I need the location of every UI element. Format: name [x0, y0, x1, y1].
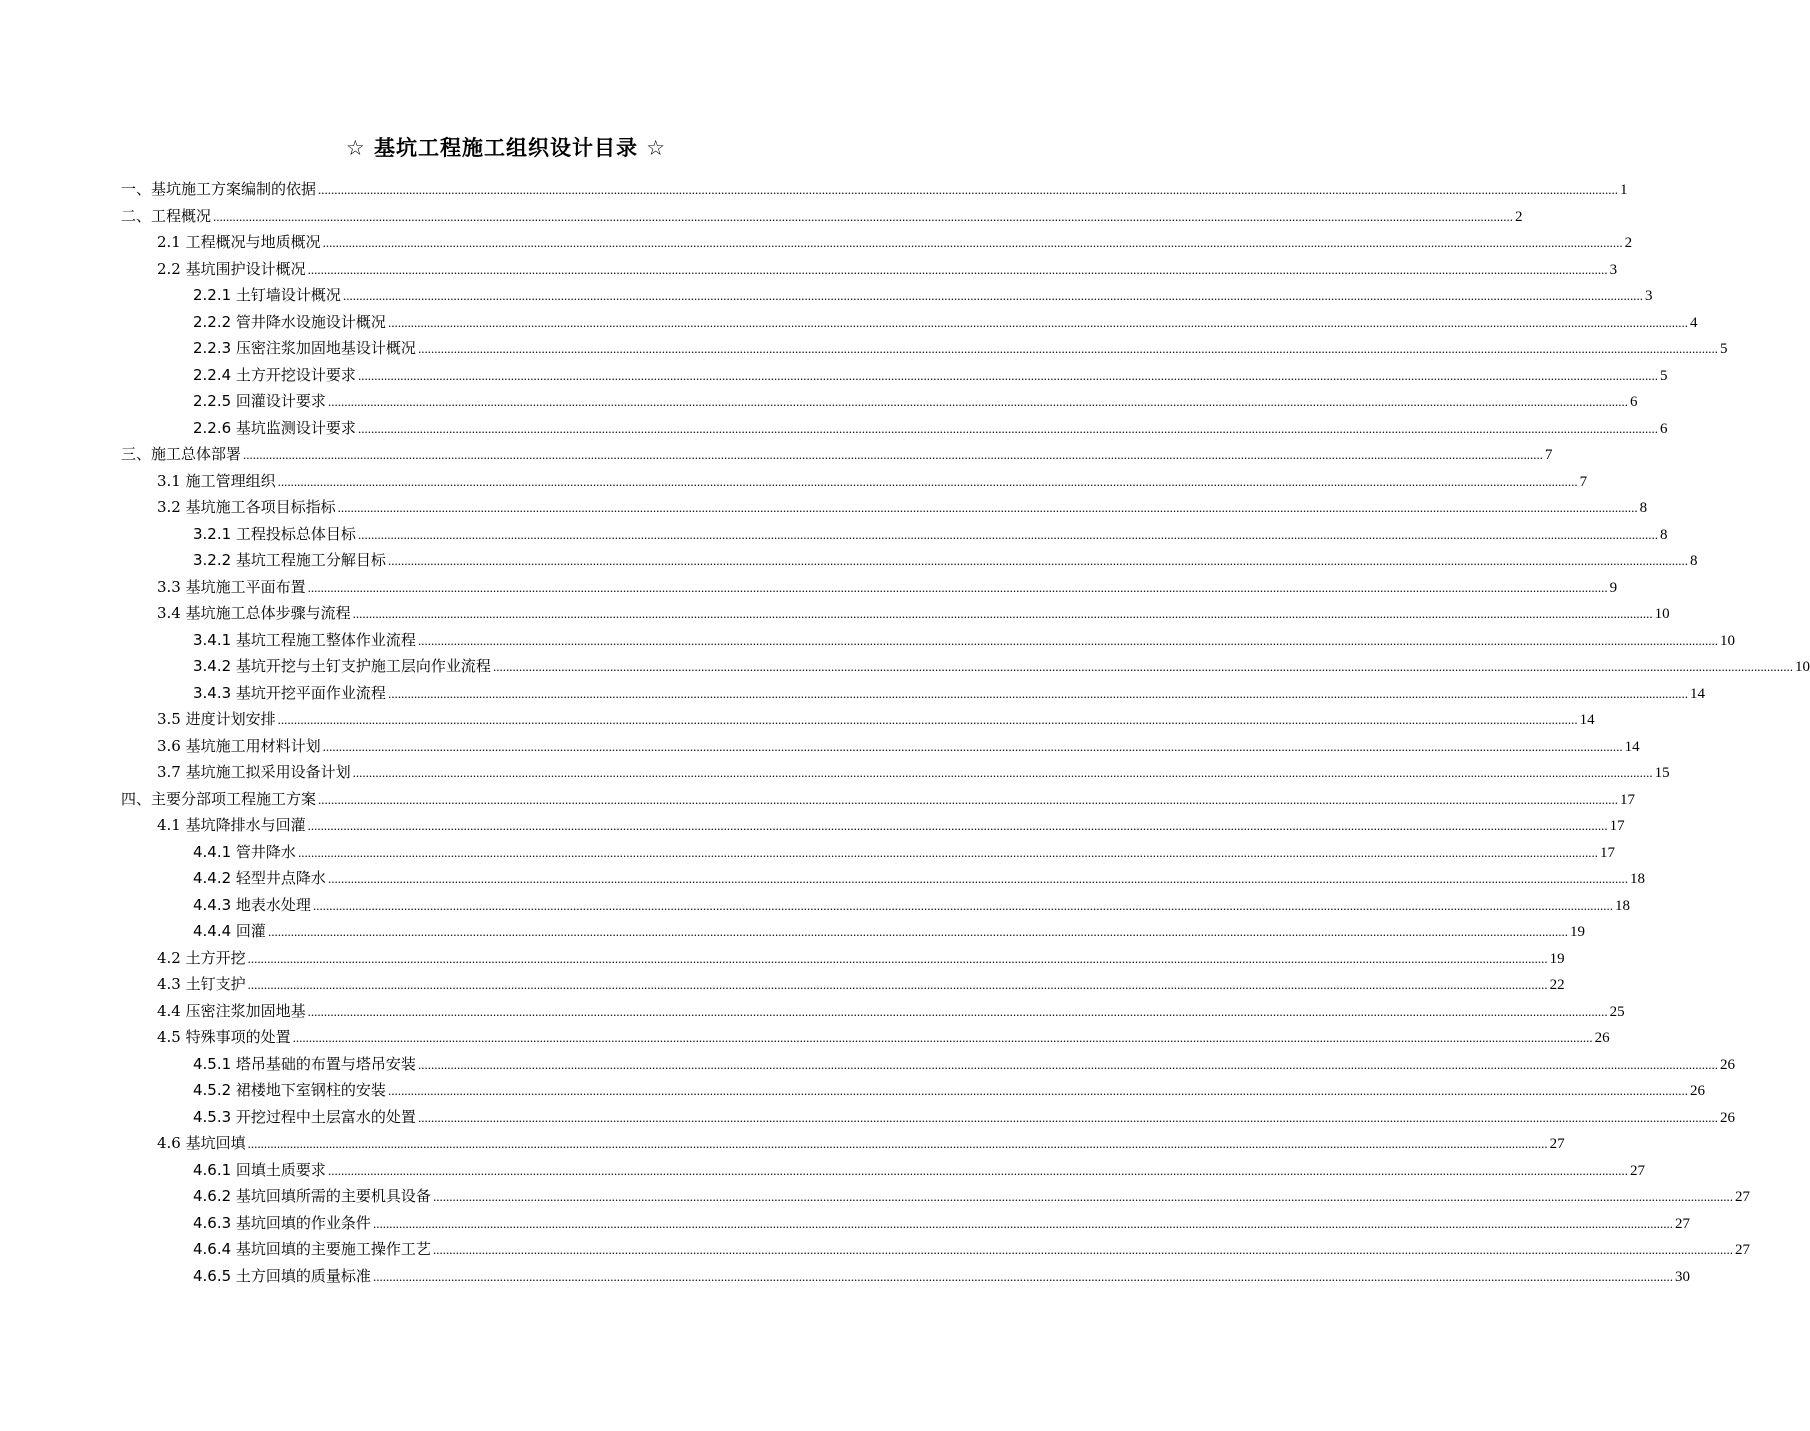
toc-leader-dots: ................................................................................................................................................................................................................................................................................................................................................................................................................	[492, 659, 1793, 674]
toc-entry[interactable]	[157, 494, 1648, 520]
toc-page-number: 27	[1549, 1136, 1565, 1152]
toc-leader-dots: ................................................................................................................................................................................................................................................................................................................................................................................................................	[432, 1242, 1733, 1257]
toc-entry-label: 3.1 施工管理组织	[157, 471, 276, 490]
toc-entry-label: 4.6.2 基坑回填所需的主要机具设备	[193, 1187, 431, 1205]
toc-entry-label: 3.2 基坑施工各项目标指标	[157, 498, 336, 516]
toc-entry-label: 3.6 基坑施工用材料计划	[157, 736, 321, 755]
toc-leader-dots: ................................................................................................................................................................................................................................................................................................................................................................................................................	[277, 473, 1578, 489]
toc-entry[interactable]	[193, 1236, 1750, 1262]
toc-entry[interactable]	[157, 971, 1565, 997]
toc-leader-dots: ................................................................................................................................................................................................................................................................................................................................................................................................................	[307, 818, 1608, 833]
toc-leader-dots: ................................................................................................................................................................................................................................................................................................................................................................................................................	[352, 606, 1653, 621]
toc-page-number: 1	[1620, 182, 1628, 198]
toc-page-number: 27	[1734, 1189, 1750, 1205]
toc-entry-label: 4.4 压密注浆加固地基	[157, 1001, 306, 1020]
toc-entry[interactable]	[193, 1210, 1690, 1236]
toc-leader-dots: ................................................................................................................................................................................................................................................................................................................................................................................................................	[213, 208, 1514, 224]
toc-page-number: 17	[1620, 791, 1636, 808]
toc-leader-dots: ................................................................................................................................................................................................................................................................................................................................................................................................................	[417, 341, 1718, 356]
toc-leader-dots: ................................................................................................................................................................................................................................................................................................................................................................................................................	[292, 1030, 1593, 1045]
toc-page-number: 26	[1719, 1056, 1735, 1073]
toc-page-number: 18	[1629, 871, 1645, 887]
toc-entry-label: 3.4.2 基坑开挖与土钉支护施工层向作业流程	[193, 657, 491, 675]
toc-page-number: 6	[1629, 394, 1638, 410]
toc-page-number: 19	[1549, 950, 1565, 967]
toc-entry-label: 4.4.4 回灌	[193, 922, 266, 940]
toc-leader-dots: ................................................................................................................................................................................................................................................................................................................................................................................................................	[327, 1162, 1628, 1178]
toc-entry-label: 4.2 土方开挖	[157, 948, 246, 967]
toc-leader-dots: ................................................................................................................................................................................................................................................................................................................................................................................................................	[387, 314, 1688, 330]
toc-entry-label: 3.4 基坑施工总体步骤与流程	[157, 604, 351, 622]
toc-page-number: 18	[1614, 897, 1630, 914]
toc-entry[interactable]	[193, 627, 1735, 653]
toc-page-number: 10	[1719, 632, 1735, 649]
toc-entry[interactable]	[193, 1077, 1705, 1103]
toc-entry-label: 4.4.2 轻型井点降水	[193, 869, 326, 887]
toc-entry-label: 3.4.1 基坑工程施工整体作业流程	[193, 630, 416, 649]
toc-entry[interactable]	[193, 547, 1698, 573]
toc-page-number: 4	[1689, 314, 1698, 331]
toc-entry-label: 3.7 基坑施工拟采用设备计划	[157, 763, 351, 781]
toc-page-number: 8	[1639, 500, 1648, 516]
toc-leader-dots: ................................................................................................................................................................................................................................................................................................................................................................................................................	[357, 420, 1658, 436]
toc-entry[interactable]	[121, 441, 1553, 467]
toc-page-number: 14	[1624, 738, 1640, 755]
toc-entry-label: 二、工程概况	[121, 206, 212, 225]
toc-entry[interactable]	[121, 176, 1628, 202]
toc-entry[interactable]	[157, 574, 1618, 600]
toc-entry-label: 4.1 基坑降排水与回灌	[157, 816, 306, 834]
toc-leader-dots: ................................................................................................................................................................................................................................................................................................................................................................................................................	[417, 1109, 1718, 1125]
toc-entry[interactable]	[157, 256, 1618, 282]
toc-page-number: 5	[1659, 367, 1668, 384]
toc-entry-label: 4.6 基坑回填	[157, 1134, 246, 1152]
toc-leader-dots: ................................................................................................................................................................................................................................................................................................................................................................................................................	[357, 367, 1658, 383]
page-title: ☆ 基坑工程施工组织设计目录 ☆	[345, 136, 667, 160]
toc-leader-dots: ................................................................................................................................................................................................................................................................................................................................................................................................................	[243, 447, 1544, 462]
toc-leader-dots: ................................................................................................................................................................................................................................................................................................................................................................................................................	[357, 526, 1658, 542]
toc-leader-dots: ................................................................................................................................................................................................................................................................................................................................................................................................................	[307, 261, 1608, 277]
toc-entry-label: 3.4.3 基坑开挖平面作业流程	[193, 683, 386, 702]
toc-entry[interactable]	[193, 1104, 1735, 1130]
toc-entry[interactable]	[193, 892, 1630, 918]
toc-page-number: 10	[1794, 659, 1810, 675]
toc-leader-dots: ................................................................................................................................................................................................................................................................................................................................................................................................................	[327, 394, 1628, 409]
toc-entry-label: 2.2.1 土钉墙设计概况	[193, 286, 341, 304]
toc-leader-dots: ................................................................................................................................................................................................................................................................................................................................................................................................................	[247, 950, 1548, 966]
toc-leader-dots: ................................................................................................................................................................................................................................................................................................................................................................................................................	[327, 871, 1628, 886]
toc-leader-dots: ................................................................................................................................................................................................................................................................................................................................................................................................................	[267, 924, 1568, 939]
toc-entry-label: 三、施工总体部署	[121, 445, 242, 463]
toc-page-number: 14	[1689, 685, 1705, 702]
toc-page-number: 17	[1599, 844, 1615, 861]
toc-entry[interactable]	[157, 706, 1595, 732]
toc-page-number: 26	[1689, 1083, 1705, 1099]
toc-entry[interactable]	[193, 362, 1668, 388]
toc-leader-dots: ................................................................................................................................................................................................................................................................................................................................................................................................................	[297, 844, 1598, 860]
toc-entry[interactable]	[193, 865, 1645, 891]
toc-leader-dots: ................................................................................................................................................................................................................................................................................................................................................................................................................	[322, 235, 1623, 250]
toc-page-number: 7	[1545, 447, 1553, 463]
toc-page-number: 2	[1624, 235, 1633, 251]
toc-entry[interactable]	[193, 415, 1668, 441]
toc-leader-dots: ................................................................................................................................................................................................................................................................................................................................................................................................................	[372, 1268, 1673, 1284]
toc-entry-label: 4.5.2 裙楼地下室钢柱的安装	[193, 1081, 386, 1099]
toc-page-number: 17	[1609, 818, 1625, 834]
toc-page-number: 27	[1674, 1215, 1690, 1232]
toc-entry[interactable]	[157, 600, 1670, 626]
toc-entry-label: 4.6.4 基坑回填的主要施工操作工艺	[193, 1240, 431, 1258]
toc-entry[interactable]	[193, 335, 1728, 361]
toc-leader-dots: ................................................................................................................................................................................................................................................................................................................................................................................................................	[247, 1136, 1548, 1151]
toc-entry[interactable]	[193, 653, 1810, 679]
toc-page-number: 8	[1689, 553, 1698, 569]
toc-entry-label: 4.5 特殊事项的处置	[157, 1028, 291, 1046]
toc-leader-dots: ................................................................................................................................................................................................................................................................................................................................................................................................................	[342, 288, 1643, 303]
toc-entry[interactable]	[157, 759, 1670, 785]
toc-page-number: 19	[1569, 924, 1585, 940]
toc-entry[interactable]	[121, 203, 1523, 229]
toc-entry-label: 2.1 工程概况与地质概况	[157, 233, 321, 251]
toc-page-number: 10	[1654, 606, 1670, 622]
toc-entry[interactable]	[157, 945, 1565, 971]
toc-page-number: 6	[1659, 420, 1668, 437]
toc-entry-label: 2.2.6 基坑监测设计要求	[193, 418, 356, 437]
toc-entry-label: 3.5 进度计划安排	[157, 710, 276, 728]
toc-leader-dots: ................................................................................................................................................................................................................................................................................................................................................................................................................	[387, 553, 1688, 568]
toc-page-number: 26	[1719, 1109, 1735, 1126]
toc-entry[interactable]	[193, 680, 1705, 706]
toc-page-number: 27	[1734, 1242, 1750, 1258]
toc-entry-label: 4.5.1 塔吊基础的布置与塔吊安装	[193, 1054, 416, 1073]
toc-leader-dots: ................................................................................................................................................................................................................................................................................................................................................................................................................	[372, 1215, 1673, 1231]
toc-entry-label: 2.2.2 管井降水设施设计概况	[193, 312, 386, 331]
toc-entry[interactable]	[193, 388, 1638, 414]
toc-leader-dots: ................................................................................................................................................................................................................................................................................................................................................................................................................	[307, 579, 1608, 595]
toc-entry[interactable]	[193, 1051, 1735, 1077]
toc-entry-label: 2.2.4 土方开挖设计要求	[193, 365, 356, 384]
toc-leader-dots: ................................................................................................................................................................................................................................................................................................................................................................................................................	[277, 712, 1578, 727]
toc-page-number: 3	[1609, 261, 1618, 278]
toc-entry[interactable]	[157, 1024, 1610, 1050]
toc-entry[interactable]	[193, 309, 1698, 335]
toc-entry[interactable]	[157, 812, 1625, 838]
toc-entry-label: 4.6.3 基坑回填的作业条件	[193, 1213, 371, 1232]
toc-leader-dots: ................................................................................................................................................................................................................................................................................................................................................................................................................	[417, 1056, 1718, 1072]
toc-leader-dots: ................................................................................................................................................................................................................................................................................................................................................................................................................	[318, 791, 1619, 807]
toc-page-number: 9	[1609, 579, 1618, 596]
toc-entry[interactable]	[193, 1263, 1690, 1289]
toc-entry[interactable]	[157, 998, 1625, 1024]
toc-entry-label: 3.3 基坑施工平面布置	[157, 577, 306, 596]
toc-leader-dots: ................................................................................................................................................................................................................................................................................................................................................................................................................	[352, 765, 1653, 780]
toc-leader-dots: ................................................................................................................................................................................................................................................................................................................................................................................................................	[417, 632, 1718, 648]
toc-leader-dots: ................................................................................................................................................................................................................................................................................................................................................................................................................	[247, 977, 1548, 992]
toc-entry[interactable]	[193, 918, 1585, 944]
toc-entry-label: 2.2.5 回灌设计要求	[193, 392, 326, 410]
toc-page-number: 22	[1549, 977, 1565, 993]
toc-entry-label: 一、基坑施工方案编制的依据	[121, 180, 317, 198]
toc-entry-label: 2.2.3 压密注浆加固地基设计概况	[193, 339, 416, 357]
toc-entry-label: 3.2.2 基坑工程施工分解目标	[193, 551, 386, 569]
toc-leader-dots: ................................................................................................................................................................................................................................................................................................................................................................................................................	[387, 685, 1688, 701]
toc-entry-label: 4.6.5 土方回填的质量标准	[193, 1266, 371, 1285]
toc-leader-dots: ................................................................................................................................................................................................................................................................................................................................................................................................................	[312, 897, 1613, 913]
toc-page-number: 5	[1719, 341, 1728, 357]
toc-entry-label: 4.6.1 回填土质要求	[193, 1160, 326, 1179]
toc-page-number: 30	[1674, 1268, 1690, 1285]
toc-entry-label: 4.3 土钉支护	[157, 975, 246, 993]
toc-leader-dots: ................................................................................................................................................................................................................................................................................................................................................................................................................	[318, 182, 1619, 197]
toc-page-number: 7	[1579, 473, 1588, 490]
toc-page-number: 25	[1609, 1003, 1625, 1020]
toc-entry[interactable]	[121, 786, 1636, 812]
toc-page-number: 2	[1515, 208, 1523, 225]
toc-page-number: 8	[1659, 526, 1668, 543]
toc-leader-dots: ................................................................................................................................................................................................................................................................................................................................................................................................................	[387, 1083, 1688, 1098]
toc-entry-label: 3.2.1 工程投标总体目标	[193, 524, 356, 543]
toc-page-number: 3	[1644, 288, 1653, 304]
toc-entry-label: 四、主要分部项工程施工方案	[121, 789, 317, 808]
toc-entry[interactable]	[193, 839, 1615, 865]
toc-entry-label: 4.4.3 地表水处理	[193, 895, 311, 914]
toc-page-number: 14	[1579, 712, 1595, 728]
toc-leader-dots: ................................................................................................................................................................................................................................................................................................................................................................................................................	[307, 1003, 1608, 1019]
toc-entry-label: 4.4.1 管井降水	[193, 842, 296, 861]
toc-entry[interactable]	[157, 1130, 1565, 1156]
toc-entry[interactable]	[193, 1183, 1750, 1209]
toc-entry[interactable]	[157, 733, 1640, 759]
toc-page-number: 27	[1629, 1162, 1645, 1179]
toc-entry-label: 4.5.3 开挖过程中土层富水的处置	[193, 1107, 416, 1126]
toc-leader-dots: ................................................................................................................................................................................................................................................................................................................................................................................................................	[322, 738, 1623, 754]
toc-page-number: 26	[1594, 1030, 1610, 1046]
toc-entry[interactable]	[157, 229, 1633, 255]
toc-leader-dots: ................................................................................................................................................................................................................................................................................................................................................................................................................	[432, 1189, 1733, 1204]
toc-entry[interactable]	[193, 282, 1653, 308]
toc-entry[interactable]	[193, 521, 1668, 547]
toc-leader-dots: ................................................................................................................................................................................................................................................................................................................................................................................................................	[337, 500, 1638, 515]
toc-entry[interactable]	[193, 1157, 1645, 1183]
toc-entry[interactable]	[157, 468, 1588, 494]
toc-entry-label: 2.2 基坑围护设计概况	[157, 259, 306, 278]
toc-page-number: 15	[1654, 765, 1670, 781]
